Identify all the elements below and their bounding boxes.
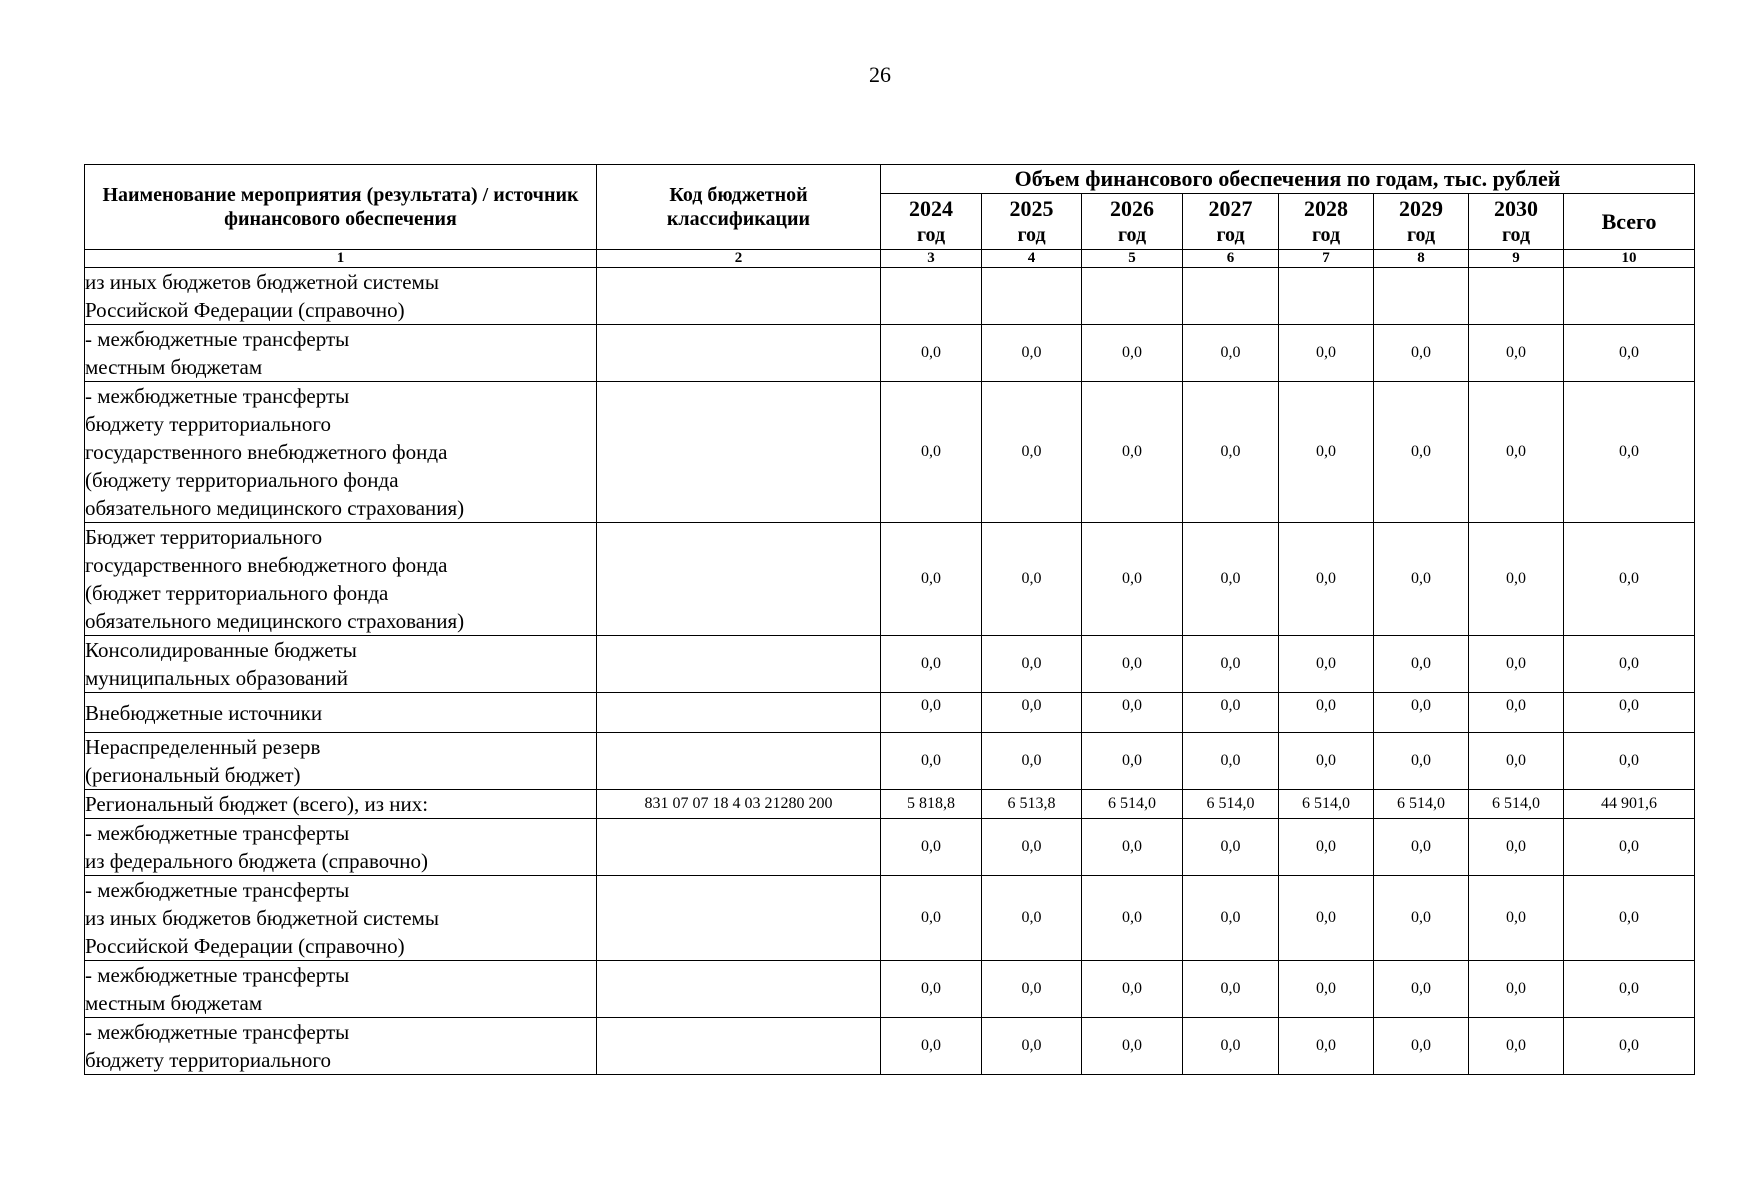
row-value: 0,0 (1374, 523, 1469, 636)
row-code (597, 1018, 881, 1075)
row-value: 0,0 (982, 1018, 1082, 1075)
row-value (1469, 268, 1564, 325)
header-year-2030: 2030 год (1469, 194, 1564, 250)
row-name: - межбюджетные трансферты местным бюджетам (85, 961, 597, 1018)
row-value: 6 514,0 (1374, 790, 1469, 819)
row-value: 0,0 (1183, 961, 1279, 1018)
row-value: 0,0 (982, 523, 1082, 636)
row-value: 6 513,8 (982, 790, 1082, 819)
column-number: 5 (1082, 250, 1183, 268)
row-value: 0,0 (1564, 325, 1695, 382)
row-value: 0,0 (1183, 693, 1279, 733)
row-value: 0,0 (881, 382, 982, 523)
row-code (597, 325, 881, 382)
row-value: 0,0 (1082, 523, 1183, 636)
row-value: 0,0 (1374, 819, 1469, 876)
row-value: 0,0 (982, 325, 1082, 382)
row-value: 0,0 (881, 325, 982, 382)
row-value: 0,0 (1469, 876, 1564, 961)
column-number: 6 (1183, 250, 1279, 268)
row-value: 0,0 (1279, 1018, 1374, 1075)
row-value (1183, 268, 1279, 325)
row-value: 0,0 (1183, 876, 1279, 961)
row-name: - межбюджетные трансферты из иных бюджетов бюджетной системы Российской Федерации (справочно) (85, 876, 597, 961)
row-name: из иных бюджетов бюджетной системы Российской Федерации (справочно) (85, 268, 597, 325)
row-value (1279, 268, 1374, 325)
row-value: 0,0 (1082, 1018, 1183, 1075)
row-value (1564, 268, 1695, 325)
row-value: 0,0 (1082, 733, 1183, 790)
row-value: 0,0 (881, 1018, 982, 1075)
header-year-2026: 2026 год (1082, 194, 1183, 250)
header-total: Всего (1564, 194, 1695, 250)
row-value: 0,0 (1374, 636, 1469, 693)
row-value: 0,0 (1564, 876, 1695, 961)
column-number: 1 (85, 250, 597, 268)
row-code: 831 07 07 18 4 03 21280 200 (597, 790, 881, 819)
header-year-2029: 2029 год (1374, 194, 1469, 250)
row-value: 0,0 (1279, 382, 1374, 523)
row-value: 6 514,0 (1469, 790, 1564, 819)
row-name: Нераспределенный резерв (региональный бюджет) (85, 733, 597, 790)
column-number: 2 (597, 250, 881, 268)
row-value (982, 268, 1082, 325)
row-name: Бюджет территориального государственного внебюджетного фонда (бюджет территориального фонда обязательного медицинского страхования) (85, 523, 597, 636)
row-value: 0,0 (1469, 325, 1564, 382)
row-value: 0,0 (1279, 819, 1374, 876)
row-value: 0,0 (982, 819, 1082, 876)
row-value: 0,0 (1183, 523, 1279, 636)
row-value: 0,0 (1469, 382, 1564, 523)
row-code (597, 382, 881, 523)
row-value: 0,0 (1564, 382, 1695, 523)
row-value: 0,0 (1564, 523, 1695, 636)
table-row (85, 268, 1695, 325)
row-value: 0,0 (982, 876, 1082, 961)
table-row (85, 1018, 1695, 1075)
row-value: 0,0 (1469, 636, 1564, 693)
column-number: 3 (881, 250, 982, 268)
row-value: 0,0 (1183, 1018, 1279, 1075)
row-name: - межбюджетные трансферты бюджету территориального (85, 1018, 597, 1075)
row-value: 0,0 (1469, 961, 1564, 1018)
row-value: 0,0 (1374, 876, 1469, 961)
row-value: 0,0 (1374, 382, 1469, 523)
row-value: 0,0 (1183, 733, 1279, 790)
row-value: 0,0 (1082, 325, 1183, 382)
row-value: 0,0 (1469, 523, 1564, 636)
row-code (597, 876, 881, 961)
page-number: 26 (869, 62, 891, 87)
column-number: 9 (1469, 250, 1564, 268)
row-value: 0,0 (982, 733, 1082, 790)
row-value: 6 514,0 (1082, 790, 1183, 819)
row-value: 0,0 (1279, 523, 1374, 636)
row-value: 0,0 (1374, 325, 1469, 382)
row-value: 0,0 (1279, 325, 1374, 382)
table-row (85, 325, 1695, 382)
row-value: 0,0 (881, 819, 982, 876)
header-year-2027: 2027 год (1183, 194, 1279, 250)
column-number: 7 (1279, 250, 1374, 268)
header-name: Наименование мероприятия (результата) / источник финансового обеспечения (85, 165, 597, 250)
row-value: 0,0 (982, 636, 1082, 693)
row-value: 0,0 (982, 382, 1082, 523)
budget-table (84, 164, 1695, 1075)
row-value: 0,0 (1469, 1018, 1564, 1075)
row-value: 0,0 (1183, 325, 1279, 382)
row-value: 6 514,0 (1279, 790, 1374, 819)
header-funding-group: Объем финансового обеспечения по годам, тыс. рублей (881, 165, 1695, 194)
row-value: 5 818,8 (881, 790, 982, 819)
row-value: 0,0 (1564, 733, 1695, 790)
row-value: 0,0 (1564, 961, 1695, 1018)
table-row (85, 523, 1695, 636)
row-name: - межбюджетные трансферты местным бюджетам (85, 325, 597, 382)
row-value: 0,0 (1082, 961, 1183, 1018)
header-code: Код бюджетной классификации (597, 165, 881, 250)
row-name: - межбюджетные трансферты из федерального бюджета (справочно) (85, 819, 597, 876)
header-year-2028: 2028 год (1279, 194, 1374, 250)
row-value (881, 268, 982, 325)
table-row (85, 790, 1695, 819)
row-value: 0,0 (982, 693, 1082, 733)
row-value: 0,0 (881, 876, 982, 961)
row-value (1374, 268, 1469, 325)
row-value: 0,0 (1564, 636, 1695, 693)
row-code (597, 268, 881, 325)
row-name: Консолидированные бюджеты муниципальных образований (85, 636, 597, 693)
table-row (85, 693, 1695, 733)
table-row (85, 382, 1695, 523)
row-name: - межбюджетные трансферты бюджету территориального государственного внебюджетного фонда (бюджету территориального фонда обязательного медицинского страхования) (85, 382, 597, 523)
row-code (597, 733, 881, 790)
row-code (597, 961, 881, 1018)
row-value: 44 901,6 (1564, 790, 1695, 819)
column-number: 8 (1374, 250, 1469, 268)
row-value: 0,0 (1183, 636, 1279, 693)
row-value: 0,0 (1564, 693, 1695, 733)
header-year-2024: 2024 год (881, 194, 982, 250)
row-value: 0,0 (1469, 733, 1564, 790)
row-value: 0,0 (1183, 819, 1279, 876)
row-value: 0,0 (1469, 693, 1564, 733)
table-row (85, 819, 1695, 876)
row-value (1082, 268, 1183, 325)
row-code (597, 819, 881, 876)
row-code (597, 523, 881, 636)
row-code (597, 693, 881, 733)
row-value: 0,0 (1082, 693, 1183, 733)
row-code (597, 636, 881, 693)
row-value: 0,0 (881, 733, 982, 790)
row-name: Региональный бюджет (всего), из них: (85, 790, 597, 819)
row-value: 0,0 (1279, 876, 1374, 961)
row-value: 0,0 (881, 961, 982, 1018)
row-value: 0,0 (1374, 733, 1469, 790)
row-value: 0,0 (1183, 382, 1279, 523)
row-value: 0,0 (1374, 1018, 1469, 1075)
row-value: 0,0 (881, 523, 982, 636)
row-value: 0,0 (1082, 819, 1183, 876)
table-row (85, 876, 1695, 961)
row-value: 0,0 (1374, 961, 1469, 1018)
row-value: 0,0 (1082, 876, 1183, 961)
row-name: Внебюджетные источники (85, 693, 597, 733)
row-value: 0,0 (1279, 636, 1374, 693)
table-row (85, 636, 1695, 693)
row-value: 0,0 (1279, 693, 1374, 733)
row-value: 0,0 (881, 636, 982, 693)
table-row (85, 961, 1695, 1018)
column-number: 10 (1564, 250, 1695, 268)
row-value: 0,0 (881, 693, 982, 733)
row-value: 0,0 (1082, 382, 1183, 523)
row-value: 0,0 (1564, 819, 1695, 876)
row-value: 0,0 (1469, 819, 1564, 876)
row-value: 0,0 (1279, 961, 1374, 1018)
row-value: 0,0 (982, 961, 1082, 1018)
row-value: 0,0 (1564, 1018, 1695, 1075)
header-year-2025: 2025 год (982, 194, 1082, 250)
column-number: 4 (982, 250, 1082, 268)
row-value: 0,0 (1279, 733, 1374, 790)
row-value: 6 514,0 (1183, 790, 1279, 819)
table-row (85, 733, 1695, 790)
row-value: 0,0 (1082, 636, 1183, 693)
row-value: 0,0 (1374, 693, 1469, 733)
